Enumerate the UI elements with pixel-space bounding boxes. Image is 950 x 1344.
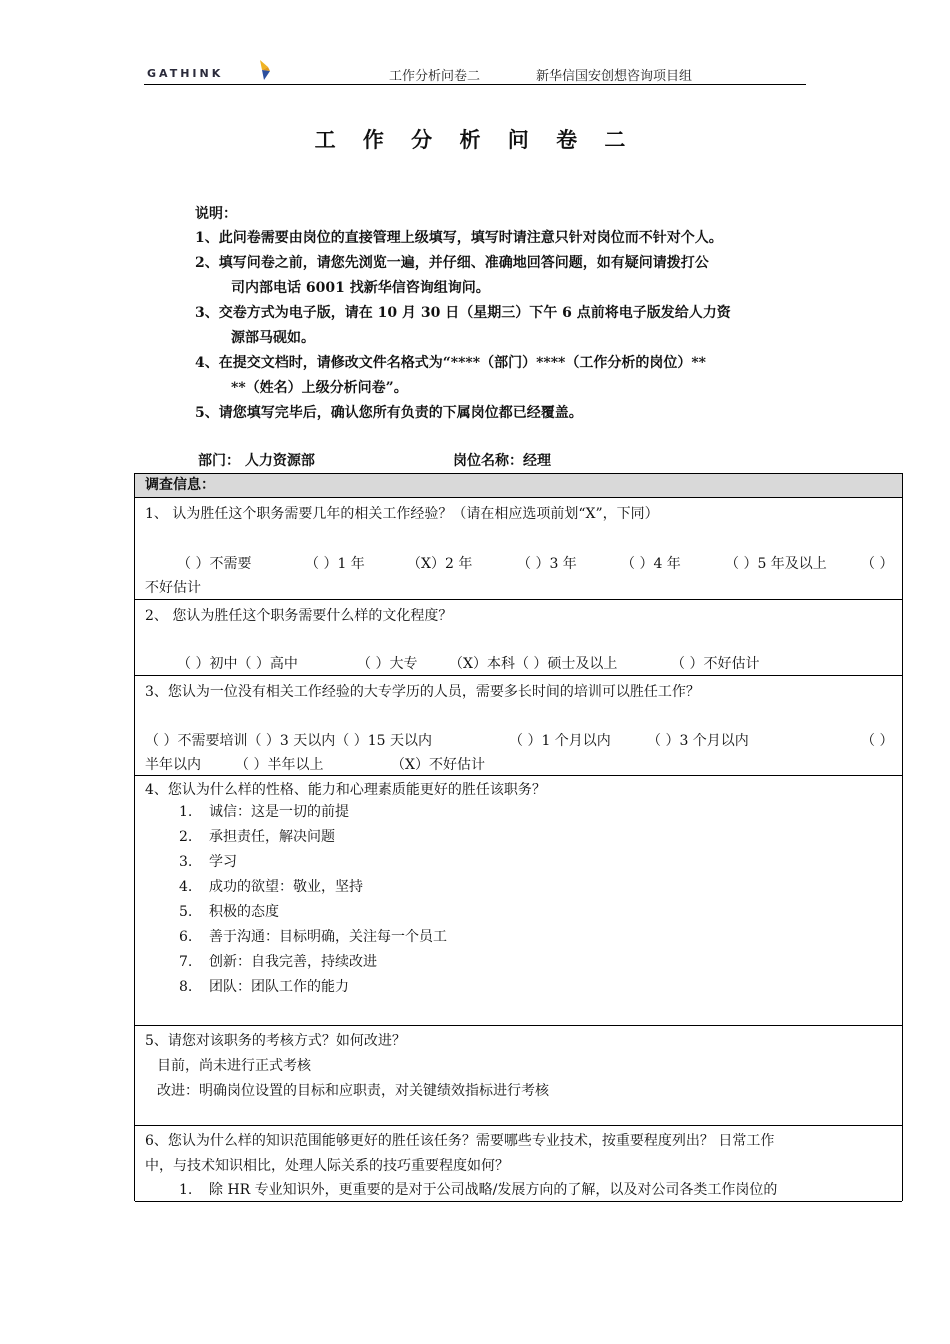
q1-option[interactable]: （ ）4 年 <box>621 556 681 572</box>
question-6-text-line1: 6、您认为什么样的知识范围能够更好的胜任该任务？需要哪些专业技术，按重要程度列出？ 日常工作 <box>145 1133 775 1149</box>
position-value: 经理 <box>523 453 551 469</box>
q1-option[interactable]: （ ）3 年 <box>517 556 577 572</box>
instructions-list <box>195 226 825 426</box>
answer-item: 2. 承担责任，解决问题 <box>179 829 335 845</box>
question-5-current: 目前，尚未进行正式考核 <box>157 1058 311 1074</box>
page-header <box>144 58 806 85</box>
answer-item: 8. 团队：团队工作的能力 <box>179 979 349 995</box>
q3-option[interactable]: （ ） <box>861 733 894 749</box>
answer-item: 6. 善于沟通：目标明确，关注每一个员工 <box>179 929 447 945</box>
question-5 <box>135 1026 902 1126</box>
question-4 <box>135 776 902 1026</box>
question-6-answer: 1. 除 HR 专业知识外，更重要的是对于公司战略/发展方向的了解，以及对公司各类工作岗位的 <box>179 1182 778 1198</box>
question-4-text: 4、您认为什么样的性格、能力和心理素质能更好的胜任该职务？ <box>145 782 546 798</box>
instruction-item: 2、填写问卷之前，请您先浏览一遍，并仔细、准确地回答问题，如有疑问请拨打公 司内部电话 6001 找新华信咨询组询问。 <box>195 255 709 296</box>
question-4-answers <box>179 800 447 1000</box>
q1-option[interactable]: （ ） <box>861 556 894 572</box>
header-document-name: 工作分析问卷二 <box>389 69 481 84</box>
question-6-text-line2: 中，与技术知识相比，处理人际关系的技巧重要程度如何？ <box>145 1158 509 1174</box>
question-1 <box>135 498 902 600</box>
q1-option[interactable]: （ ）5 年及以上 <box>725 556 827 572</box>
answer-item: 1. 诚信：这是一切的前提 <box>179 804 349 820</box>
instruction-item: 1、此问卷需要由岗位的直接管理上级填写，填写时请注意只针对岗位而不针对个人。 <box>195 230 723 246</box>
question-3 <box>135 676 902 776</box>
survey-table <box>134 473 903 1201</box>
survey-header: 调查信息： <box>135 474 902 498</box>
answer-item: 4. 成功的欲望：敬业，坚持 <box>179 879 363 895</box>
q1-option-label: 不好估计 <box>145 580 201 596</box>
question-5-improvement: 改进：明确岗位设置的目标和应职责，对关键绩效指标进行考核 <box>157 1083 549 1099</box>
instruction-item: 5、请您填写完毕后，确认您所有负责的下属岗位都已经覆盖。 <box>195 405 583 421</box>
q2-option[interactable]: （ ）大专 <box>357 656 418 672</box>
position-field <box>453 450 551 470</box>
q2-option-selected[interactable]: （X）本科（ ）硕士及以上 <box>449 656 618 672</box>
q3-option[interactable]: （ ）不需要培训（ ）3 天以内（ ）15 天以内 <box>145 733 432 749</box>
q1-option[interactable]: （ ）不需要 <box>177 556 252 572</box>
q1-option-selected[interactable]: （X）2 年 <box>407 556 473 572</box>
question-2 <box>135 600 902 676</box>
q3-option[interactable]: （ ）半年以上 <box>235 757 324 773</box>
q3-option[interactable]: （ ）1 个月以内 <box>509 733 611 749</box>
q1-option[interactable]: （ ）1 年 <box>305 556 365 572</box>
position-label: 岗位名称： <box>453 453 523 469</box>
header-organization: 新华信国安创想咨询项目组 <box>536 69 693 84</box>
department-field <box>198 450 315 470</box>
question-3-text: 3、您认为一位没有相关工作经验的大专学历的人员，需要多长时间的培训可以胜任工作？ <box>145 684 700 700</box>
question-1-text: 1、 认为胜任这个职务需要几年的相关工作经验？（请在相应选项前划“X”，下同） <box>145 506 659 522</box>
q2-option[interactable]: （ ）初中（ ）高中 <box>177 656 298 672</box>
answer-item: 5. 积极的态度 <box>179 904 279 920</box>
logo-mark-icon <box>256 58 272 82</box>
q3-option-label: 半年以内 <box>145 757 201 773</box>
question-5-text: 5、请您对该职务的考核方式？如何改进？ <box>145 1033 406 1049</box>
answer-item: 3. 学习 <box>179 854 237 870</box>
instruction-item: 3、交卷方式为电子版，请在 10 月 30 日（星期三）下午 6 点前将电子版发给人力资 源部马砚如。 <box>195 305 731 346</box>
department-value: 人力资源部 <box>244 453 315 469</box>
instructions-label: 说明： <box>195 206 237 222</box>
answer-item: 7. 创新：自我完善，持续改进 <box>179 954 377 970</box>
q3-option[interactable]: （ ）3 个月以内 <box>647 733 749 749</box>
question-6 <box>135 1126 902 1202</box>
q3-option-selected[interactable]: （X）不好估计 <box>391 757 485 773</box>
question-2-text: 2、 您认为胜任这个职务需要什么样的文化程度？ <box>145 608 453 624</box>
department-label: 部门： <box>198 453 240 469</box>
page-title: 工 作 分 析 问 卷 二 <box>314 127 636 152</box>
q2-option[interactable]: （ ）不好估计 <box>671 656 760 672</box>
instruction-item: 4、在提交文档时，请修改文件名格式为“****（部门）****（工作分析的岗位）** **（姓名）上级分析问卷”。 <box>195 355 707 396</box>
company-logo-text: GATHINK <box>147 67 224 80</box>
